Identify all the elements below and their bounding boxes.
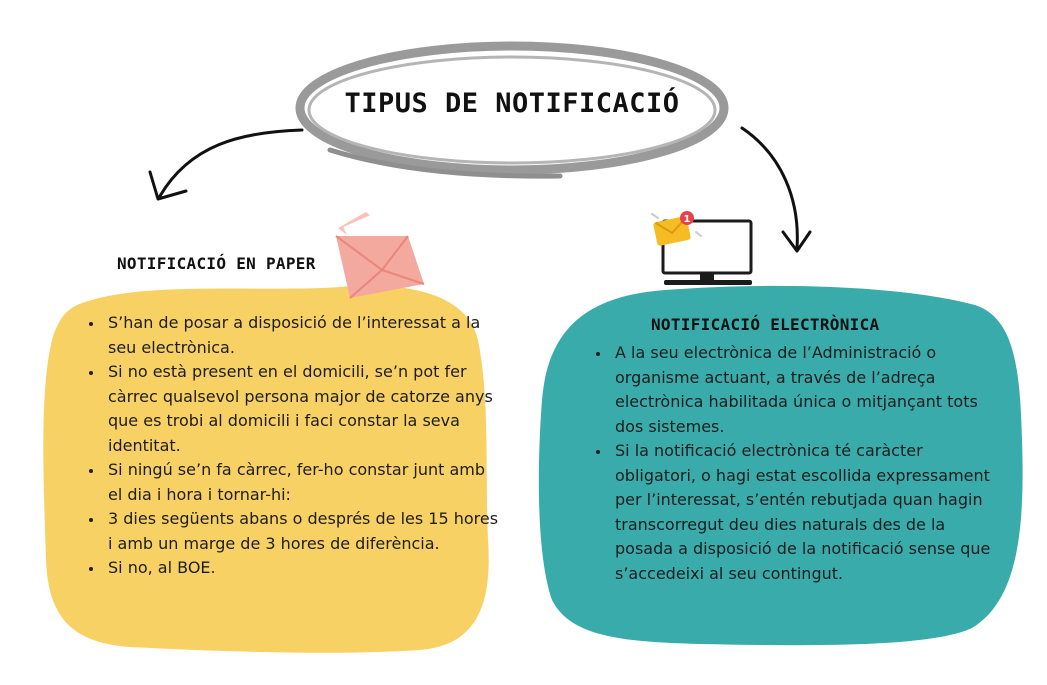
arrow-left: [150, 130, 302, 199]
electronic-item: • A la seu electrònica de l’Administració o organisme actuant, a través de l’adreça electrònica habilitada única o mitjançant tots dos sistemes.: [611, 341, 1004, 439]
notification-badge-count: 1: [683, 214, 691, 225]
paper-item: • S’han de posar a disposició de l’interessat a la seu electrònica.: [104, 311, 499, 360]
diagram-title: TIPUS DE NOTIFICACIÓ: [344, 88, 680, 119]
paper-item: • 3 dies següents abans o després de les 15 hores i amb un marge de 3 hores de diferència.: [104, 507, 499, 556]
electronic-item: • Si la notificació electrònica té caràcter obligatori, o hagi estat escollida expressament per l’interessat, s’entén rebutjada quan hagin transcorregut deu dies naturals des de la posada a disposició de la notificació sense que s’accedeixi al seu contingut.: [611, 439, 1004, 586]
electronic-heading: NOTIFICACIÓ ELECTRÒNICA: [651, 315, 880, 334]
paper-item: • Si no està present en el domicili, se’n pot fer càrrec qualsevol persona major de catorze anys que es trobi al domicili i faci constar la seva identitat.: [104, 360, 499, 458]
paper-item: • Si ningú se’n fa càrrec, fer-ho constar junt amb el dia i hora i tornar-hi:: [104, 458, 499, 507]
envelope-icon: [336, 206, 424, 298]
computer-notification-icon: [652, 211, 752, 285]
paper-list: [84, 311, 499, 581]
paper-item: • Si no, al BOE.: [104, 556, 499, 581]
electronic-list: [591, 341, 1004, 586]
paper-heading: NOTIFICACIÓ EN PAPER: [117, 254, 316, 273]
